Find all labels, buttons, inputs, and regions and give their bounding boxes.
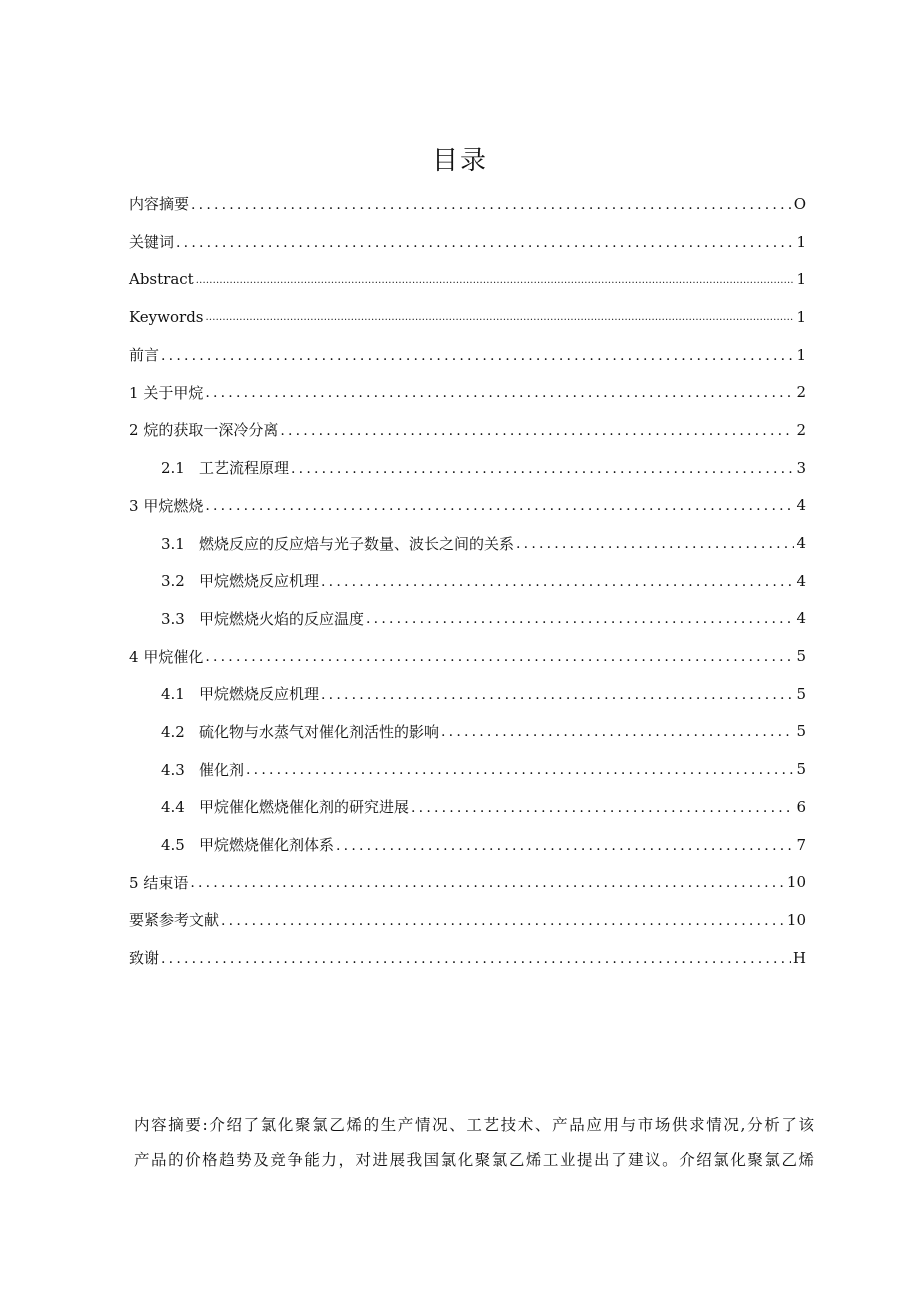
toc-entry[interactable] (129, 298, 806, 336)
toc-entry[interactable] (129, 713, 806, 751)
toc-dot-leader (221, 913, 785, 929)
toc-entry-text: 燃烧反应的反应焙与光子数量、波长之间的关系 (199, 534, 515, 553)
toc-entry[interactable] (129, 901, 806, 939)
toc-dot-leader (190, 875, 785, 891)
toc-entry-text: 催化剂 (199, 760, 245, 779)
toc-entry-label (129, 909, 219, 930)
toc-dot-leader (196, 275, 795, 286)
toc-entry-label (161, 608, 364, 629)
abstract-line: 内容摘要:介绍了氯化聚氯乙烯的生产情况、工艺技术、产品应用与市场供求情况,分析了该 (134, 1116, 814, 1134)
toc-entry-label (129, 308, 204, 326)
toc-dot-leader (205, 649, 794, 665)
toc-entry[interactable] (129, 449, 806, 487)
toc-entry-number: 3 (129, 496, 139, 515)
toc-dot-leader (161, 951, 791, 967)
toc-entry-page: 2 (796, 420, 806, 439)
toc-dot-leader (411, 800, 794, 816)
toc-entry-text: 甲烷催化 (143, 647, 204, 666)
toc-entry-number: 3.1 (161, 534, 185, 553)
toc-entry-number: 2.1 (161, 459, 185, 478)
toc-entry-page: 4 (796, 534, 806, 553)
toc-entry-page: 6 (796, 797, 806, 816)
toc-dot-leader (191, 197, 792, 213)
toc-entry-page: 5 (796, 684, 806, 703)
toc-entry-text: 甲烷燃烧反应机理 (199, 685, 320, 704)
toc-dot-leader (205, 385, 794, 401)
toc-entry-page: 10 (786, 873, 806, 892)
toc-entry[interactable] (129, 260, 806, 298)
toc-dot-leader (441, 724, 794, 740)
toc-entry-number: 4.5 (161, 836, 185, 855)
toc-entry-page: 1 (796, 345, 806, 364)
toc-entry-label (129, 646, 203, 667)
toc-entry-text: 关于甲烷 (143, 383, 204, 402)
toc-entry-page: 2 (796, 383, 806, 402)
toc-entry[interactable] (129, 750, 806, 788)
toc-entry[interactable] (129, 788, 806, 826)
toc-entry-label (161, 533, 514, 554)
toc-entry-page: 10 (786, 910, 806, 929)
toc-entry-label (129, 344, 159, 365)
toc-entry-page: 1 (796, 307, 806, 326)
toc-entry-number: 4 (129, 647, 139, 666)
toc-dot-leader (321, 574, 794, 590)
toc-title: 目录 (431, 146, 488, 176)
toc-entry-text: 关键词 (129, 233, 175, 252)
toc-entry[interactable] (129, 939, 806, 977)
toc-entry-page: 7 (796, 835, 806, 854)
toc-dot-leader (336, 838, 794, 854)
toc-entry[interactable] (129, 185, 806, 223)
toc-entry-number: 3.3 (161, 609, 185, 628)
toc-entry[interactable] (129, 600, 806, 638)
abstract-line: 产品的价格趋势及竞争能力，对进展我国氯化聚氯乙烯工业提出了建议。介绍氯化聚氯乙烯 (134, 1151, 814, 1169)
toc-entry-text: 甲烷燃烧 (143, 496, 204, 515)
toc-entry-page: 1 (796, 270, 806, 289)
toc-entry-label (161, 457, 289, 478)
toc-entry-text: 结束语 (143, 873, 189, 892)
toc-entry[interactable] (129, 562, 806, 600)
toc-entry[interactable] (129, 863, 806, 901)
toc-entry[interactable] (129, 373, 806, 411)
toc-entry-page: H (792, 948, 806, 967)
toc-dot-leader (366, 611, 794, 627)
toc-entry-page: 3 (796, 458, 806, 477)
toc-entry-label (129, 231, 174, 252)
toc-entry-number: 2 (129, 421, 139, 440)
toc-entry-number: 4.1 (161, 685, 185, 704)
toc-entry-text: 甲烷燃烧反应机理 (199, 572, 320, 591)
toc-entry-number: 5 (129, 873, 139, 892)
toc-entry-text: 烷的获取一深冷分离 (143, 421, 279, 440)
toc-entry-page: 5 (796, 722, 806, 741)
toc-entry-number: 3.2 (161, 572, 185, 591)
toc-entry-text: 硫化物与水蒸气对催化剂活性的影响 (199, 722, 440, 741)
toc-entry-page: 4 (796, 609, 806, 628)
toc-entry[interactable] (129, 826, 806, 864)
toc-entry[interactable] (129, 223, 806, 261)
toc-dot-leader (246, 762, 794, 778)
toc-dot-leader (161, 348, 794, 364)
toc-dot-leader (176, 235, 794, 251)
toc-entry[interactable] (129, 411, 806, 449)
abstract-paragraph (134, 1108, 814, 1178)
toc-entry-label (161, 796, 409, 817)
toc-entry[interactable] (129, 524, 806, 562)
toc-entry-label (161, 721, 439, 742)
toc-entry-number: 4.3 (161, 760, 185, 779)
toc-dot-leader (516, 536, 794, 552)
toc-entry-text: 致谢 (129, 949, 160, 968)
toc-dot-leader (205, 498, 794, 514)
toc-entry-label (161, 834, 334, 855)
toc-entry-label (129, 495, 203, 516)
toc-entry-page: O (793, 194, 806, 213)
toc-entry-label (129, 193, 189, 214)
toc-entry-page: 4 (796, 496, 806, 515)
toc-entry-text: Keywords (129, 307, 204, 326)
toc-entry-label (129, 270, 194, 288)
toc-entry-text: 前言 (129, 346, 160, 365)
toc-entry-number: 4.2 (161, 722, 185, 741)
toc-entry[interactable] (129, 487, 806, 525)
toc-dot-leader (206, 312, 795, 323)
toc-entry-page: 4 (796, 571, 806, 590)
toc-entry-page: 5 (796, 647, 806, 666)
toc-entry-text: 内容摘要 (129, 195, 190, 214)
toc-entry-page: 1 (796, 232, 806, 251)
toc-dot-leader (280, 423, 794, 439)
table-of-contents (129, 185, 806, 976)
toc-entry[interactable] (129, 336, 806, 374)
toc-entry-label (129, 947, 159, 968)
toc-entry-text: 工艺流程原理 (199, 459, 290, 478)
toc-entry-label (129, 382, 203, 403)
toc-entry-text: 要紧参考文献 (129, 911, 220, 930)
toc-entry-label (129, 872, 188, 893)
toc-entry[interactable] (129, 637, 806, 675)
toc-entry-text: 甲烷燃烧催化剂体系 (199, 836, 335, 855)
toc-entry-number: 4.4 (161, 798, 185, 817)
toc-entry-text: 甲烷燃烧火焰的反应温度 (199, 609, 365, 628)
toc-entry-page: 5 (796, 760, 806, 779)
toc-entry-number: 1 (129, 383, 139, 402)
toc-entry-text: Abstract (129, 270, 194, 289)
toc-entry-label (129, 419, 278, 440)
toc-entry-text: 甲烷催化燃烧催化剂的研究进展 (199, 798, 410, 817)
toc-dot-leader (291, 461, 794, 477)
toc-entry-label (161, 683, 319, 704)
toc-entry[interactable] (129, 675, 806, 713)
toc-dot-leader (321, 687, 794, 703)
toc-entry-label (161, 759, 244, 780)
toc-entry-label (161, 570, 319, 591)
